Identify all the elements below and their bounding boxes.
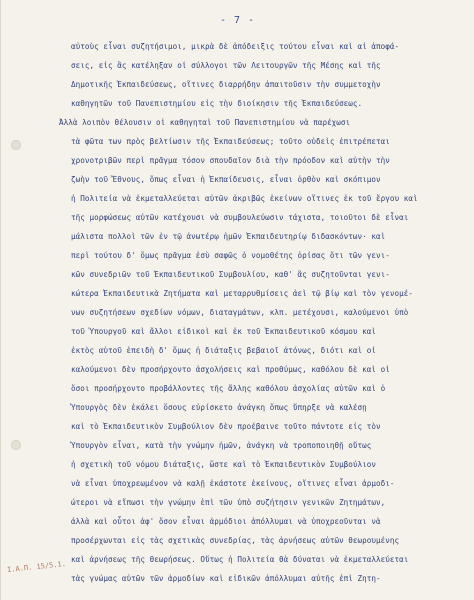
text-line: Ὑπουργὸς δὲν ἐκάλει ὅσους εὐρίσκετο ἀνάγκη ὅπως ὕπηρξε νὰ καλέσῃ bbox=[71, 403, 367, 412]
text-line: καὶ τὸ Ἐκπαιδευτικὸν Συμβούλιον δὲν προέβαινε τοῦτο πάντοτε εἰς τὸν bbox=[71, 422, 381, 431]
text-line: νὰ εἶναι ὑποχρεωμένον νὰ καλῇ ἑκάστοτε ἐκείνους, οἵτινες εἶναι ἁρμοδι- bbox=[71, 479, 395, 488]
body-text bbox=[1, 0, 474, 600]
text-line: Ὑπουργὸν εἶναι, κατὰ τὴν γνώμην ἡμῶν, ἀνάγκη νὰ τροποποιηθῇ οὕτως bbox=[71, 441, 372, 450]
text-line: καλούμενοι δὲν προσήρχοντο ἀσχολήσεις καὶ προθύμως, καθόλου δὲ καὶ οἱ bbox=[71, 365, 390, 374]
text-line: σεις, εἰς ἃς κατέληξαν οἱ σύλλογοι τῶν Λειτουργῶν τῆς Μέσης καὶ τῆς bbox=[71, 61, 381, 70]
text-line: Δημοτικῆς Ἐκπαιδεύσεως, οἵτινες διαρρήδην ἀπαιτοῦσιν τὴν συμμετοχὴν bbox=[71, 80, 381, 89]
text-line: τὰ φῶτα των πρὸς βελτίωσιν τῆς Ἐκπαιδεύσεως; τοῦτο οὐδεὶς ἐπιτρέπεται bbox=[71, 137, 390, 146]
text-line: χρονοτριβῶν περὶ πρᾶγμα τόσον σπουδαῖον διὰ τὴν πρόοδον καὶ αὐτὴν τὴν bbox=[71, 156, 390, 165]
text-line: τοῦ Ὑπουργοῦ καὶ ἄλλοι εἰδικοὶ καὶ ἐκ τοῦ Ἐκπαιδευτικοῦ κόσμου καὶ bbox=[71, 327, 377, 336]
page-number: - 7 - bbox=[219, 15, 256, 26]
text-line: καθηγητῶν τοῦ Πανεπιστημίου εἰς τὴν διοίκησιν τῆς Ἐκπαιδεύσεως. bbox=[71, 99, 363, 108]
text-line: νων συζητήσεων σχεδίων νόμων, διαταγμάτων, κλπ. μετέχουσι, καλούμενοι ὑπὸ bbox=[71, 308, 409, 317]
text-line: ἀλλὰ καὶ οὗτοι ἀφ' ὅσον εἶναι ἀρμόδιοι ἀπόλλυμαι νὰ ὑποχρεοῦνται νὰ bbox=[71, 517, 381, 526]
text-line: τὰς γνώμας αὐτῶν τῶν ἁρμοδίων καὶ εἰδικῶν ἀπόλλυμαι αὐτῆς ἐπὶ Ζητη- bbox=[71, 574, 381, 583]
text-line: καὶ ἀρνήσεως τῆς θεωρήσεως. Οὕτως ἡ Πολιτεία θὰ δύναται νὰ ἐκμεταλλεύεται bbox=[71, 555, 409, 564]
margin-note: Ι.Α.Π. 15/5.1. bbox=[6, 559, 67, 575]
text-line: τῆς μορφώσεως αὐτῶν κατέχουσι νὰ συμβουλεύωσιν τάχιστα, τοιοῦτοι δὲ εἶναι bbox=[71, 213, 409, 222]
text-line: Ἀλλὰ λοιπὸν θέλουσιν οἱ καθηγηταὶ τοῦ Πανεπιστημίου νὰ παρέχωσι bbox=[59, 118, 351, 127]
text-line: κώτερα Ἐκπαιδευτικὰ Ζητήματα καὶ μεταρρυθμίσεις ἀεὶ τῷ βίῳ καὶ τὸν γενομέ- bbox=[71, 289, 414, 298]
text-line: προσέρχωνται εἰς τὰς σχετικὰς συνεδρίας, τὰς ἀρνήσεως αὐτῶν θεωρουμένης bbox=[71, 536, 400, 545]
text-line: ἡ Πολιτεία νὰ ἐκμεταλλεύεται αὐτῶν ἀκριβῶς ἐκείνων οἵτινες ἐκ τοῦ ἔργου καὶ bbox=[71, 194, 418, 203]
text-line: ώτεροι νὰ εἴπωσι τὴν γνώμην ἐπὶ τῶν ὑπὸ συζήτησιν γενικῶν Ζητημάτων, bbox=[71, 498, 386, 507]
text-line: ἐκτὸς αὐτοῦ ἐπειδὴ δ' ὅμως ἡ διάταξις βεβαιοῖ ἀτόνως, διότι καὶ οἱ bbox=[71, 346, 377, 355]
text-line: κῶν συνεδριῶν τοῦ Ἐκπαιδευτικοῦ Συμβουλίου, καθ' ἃς συζητοῦνται γενι- bbox=[71, 270, 390, 279]
text-line: περὶ τούτου δ' ὅμως πρᾶγμα ἐσὺ σαφῶς ὁ νομοθέτης ὁρίσας ὅτι τῶν γενι- bbox=[71, 251, 390, 260]
text-line: αὐτοὺς εἶναι συζητήσιμοι, μικρὰ δὲ ἀπόδειξις τούτου εἶναι καὶ αἱ ἀποφά- bbox=[71, 42, 400, 51]
text-line: ζωὴν τοῦ Ἔθνους, ὅπως εἶναι ἡ Ἐκπαίδευσις, εἶναι ὀρθὸν καὶ σκόπιμον bbox=[71, 175, 381, 184]
text-line: ὅσοι προσήρχοντο προβάλλοντες τῆς ἄλλης καθόλου ἀσχολίας αὐτῶν καὶ ὁ bbox=[71, 384, 386, 393]
text-line: ἡ σχετικὴ τοῦ νόμου διάταξις, ὥστε καὶ τὸ Ἐκπαιδευτικὸν Συμβούλιον bbox=[71, 460, 377, 469]
text-line: μάλιστα πολλοὶ τῶν ἐν τῷ ἀνωτέρῳ ἡμῶν Ἐκπαιδευτηρίῳ διδασκόντων· καὶ bbox=[71, 232, 386, 241]
